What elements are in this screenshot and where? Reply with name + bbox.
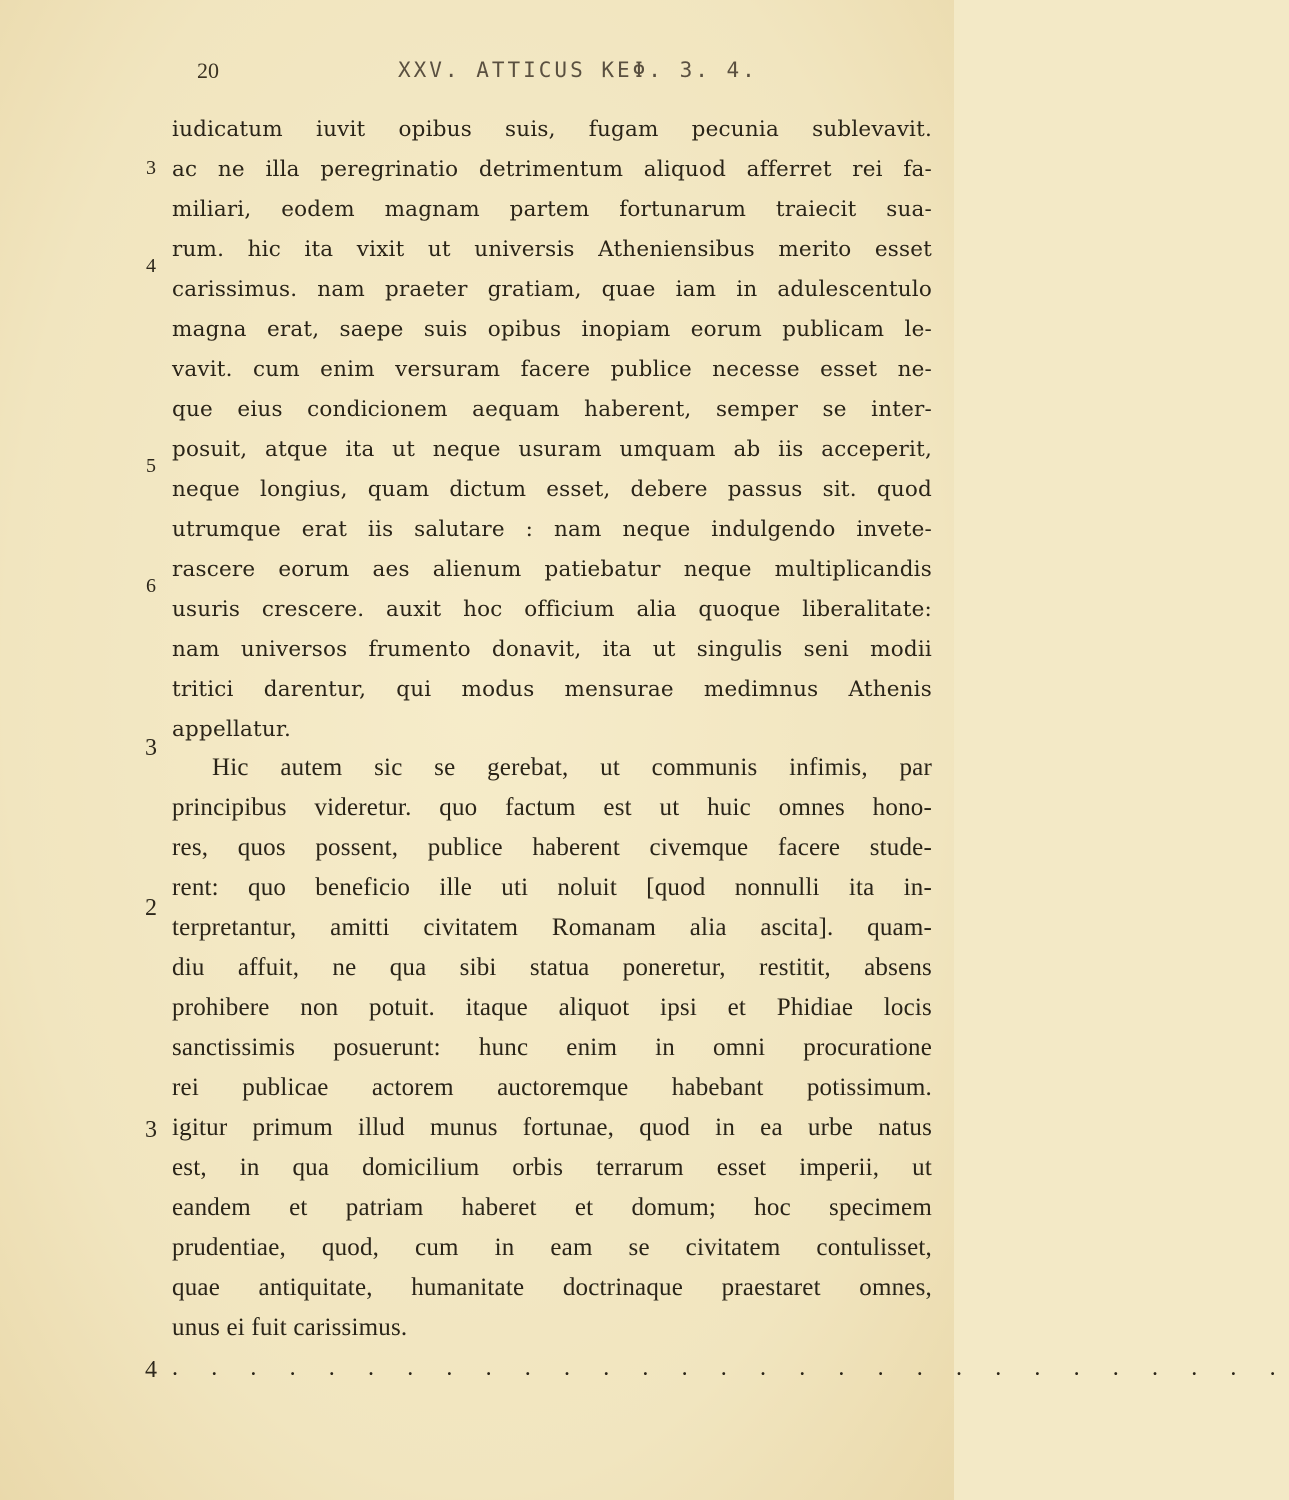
line-text: que eius condicionem aequam haberent, semper se inter- — [172, 397, 932, 422]
text-line — [0, 455, 954, 513]
line-text: rascere eorum aes alienum patiebatur neque multiplicandis — [172, 557, 932, 582]
text-line — [0, 633, 954, 673]
text-line — [0, 193, 954, 233]
line-text: posuit, atque ita ut neque usuram umquam ab iis acceperit, — [172, 437, 932, 462]
section-number: 3 — [145, 1117, 157, 1143]
text-line — [0, 1193, 954, 1233]
line-text: Hic autem sic se gerebat, ut communis infimis, par — [212, 754, 932, 781]
section-number: 3 — [146, 157, 156, 179]
text-line — [0, 255, 954, 313]
text-line — [0, 895, 954, 953]
omission-dots: . . . . . . . . . . . . . . . . . . . . . . . . . . . . . — [172, 1355, 1289, 1381]
text-line — [0, 1273, 954, 1313]
line-text: est, in qua domicilium orbis terrarum esset imperii, ut — [172, 1154, 932, 1181]
line-text: appellatur. — [172, 717, 292, 742]
text-line — [0, 1113, 954, 1153]
text-line — [0, 313, 954, 353]
text-line — [0, 575, 954, 633]
line-text: rum. hic ita vixit ut universis Atheniensibus merito esset — [172, 237, 932, 262]
line-text: eandem et patriam haberet et domum; hoc specimem — [172, 1194, 932, 1221]
line-text: ac ne illa peregrinatio detrimentum aliquod afferret rei fa- — [172, 157, 932, 182]
line-text: usuris crescere. auxit hoc officium alia quoque liberalitate: — [172, 597, 932, 622]
line-text: res, quos possent, publice haberent civemque facere stude- — [172, 834, 932, 861]
section-number: 5 — [146, 455, 156, 477]
line-text: prohibere non potuit. itaque aliquot ipsi et Phidiae locis — [172, 994, 932, 1021]
page-header — [0, 58, 954, 98]
running-head: XXV. ATTICUS ΚΕΦ. 3. 4. — [398, 58, 758, 82]
line-text: miliari, eodem magnam partem fortunarum traiecit sua- — [172, 197, 932, 222]
line-text: principibus videretur. quo factum est ut huic omnes hono- — [172, 794, 932, 821]
section-number: 4 — [146, 255, 156, 277]
text-line — [0, 113, 954, 153]
line-text: terpretantur, amitti civitatem Romanam alia ascita]. quam- — [172, 914, 932, 941]
line-text: igitur primum illud munus fortunae, quod in ea urbe natus — [172, 1114, 932, 1141]
section-number: 4 — [145, 1357, 157, 1383]
line-text: magna erat, saepe suis opibus inopiam eorum publicam le- — [172, 317, 932, 342]
text-line — [0, 673, 954, 713]
text-line — [0, 833, 954, 873]
text-line — [0, 1313, 954, 1353]
line-text: unus ei fuit carissimus. — [172, 1314, 408, 1341]
line-text: neque longius, quam dictum esset, debere passus sit. quod — [172, 477, 932, 502]
line-text: vavit. cum enim versuram facere publice necesse esset ne- — [172, 357, 932, 382]
text-line — [0, 393, 954, 433]
line-text: rent: quo beneficio ille uti noluit [quod nonnulli ita in- — [172, 874, 932, 901]
text-line — [0, 153, 954, 193]
text-line — [0, 513, 954, 553]
section-number: 3 — [145, 735, 157, 761]
section-number: 2 — [145, 895, 157, 921]
text-line — [0, 1153, 954, 1193]
text-line — [0, 735, 954, 793]
section-number: 6 — [146, 575, 156, 597]
text-line — [0, 1353, 1289, 1393]
line-text: diu affuit, ne qua sibi statua poneretur, restitit, absens — [172, 954, 932, 981]
text-line — [0, 993, 954, 1033]
page-number: 20 — [197, 58, 219, 83]
text-line — [0, 793, 954, 833]
line-text: rei publicae actorem auctoremque habebant potissimum. — [172, 1074, 932, 1101]
line-text: prudentiae, quod, cum in eam se civitatem contulisset, — [172, 1234, 932, 1261]
text-line — [0, 1033, 954, 1073]
text-line — [0, 1233, 954, 1273]
line-text: carissimus. nam praeter gratiam, quae iam in adulescentulo — [172, 277, 932, 302]
line-text: quae antiquitate, humanitate doctrinaque praestaret omnes, — [172, 1274, 932, 1301]
line-text: nam universos frumento donavit, ita ut singulis seni modii — [172, 637, 932, 662]
text-line — [0, 1073, 954, 1113]
line-text: sanctissimis posuerunt: hunc enim in omni procuratione — [172, 1034, 932, 1061]
line-text: tritici darentur, qui modus mensurae medimnus Athenis — [172, 677, 932, 702]
text-line — [0, 953, 954, 993]
line-text: utrumque erat iis salutare : nam neque indulgendo invete- — [172, 517, 932, 542]
text-line — [0, 353, 954, 393]
line-text: iudicatum iuvit opibus suis, fugam pecunia sublevavit. — [172, 117, 932, 142]
